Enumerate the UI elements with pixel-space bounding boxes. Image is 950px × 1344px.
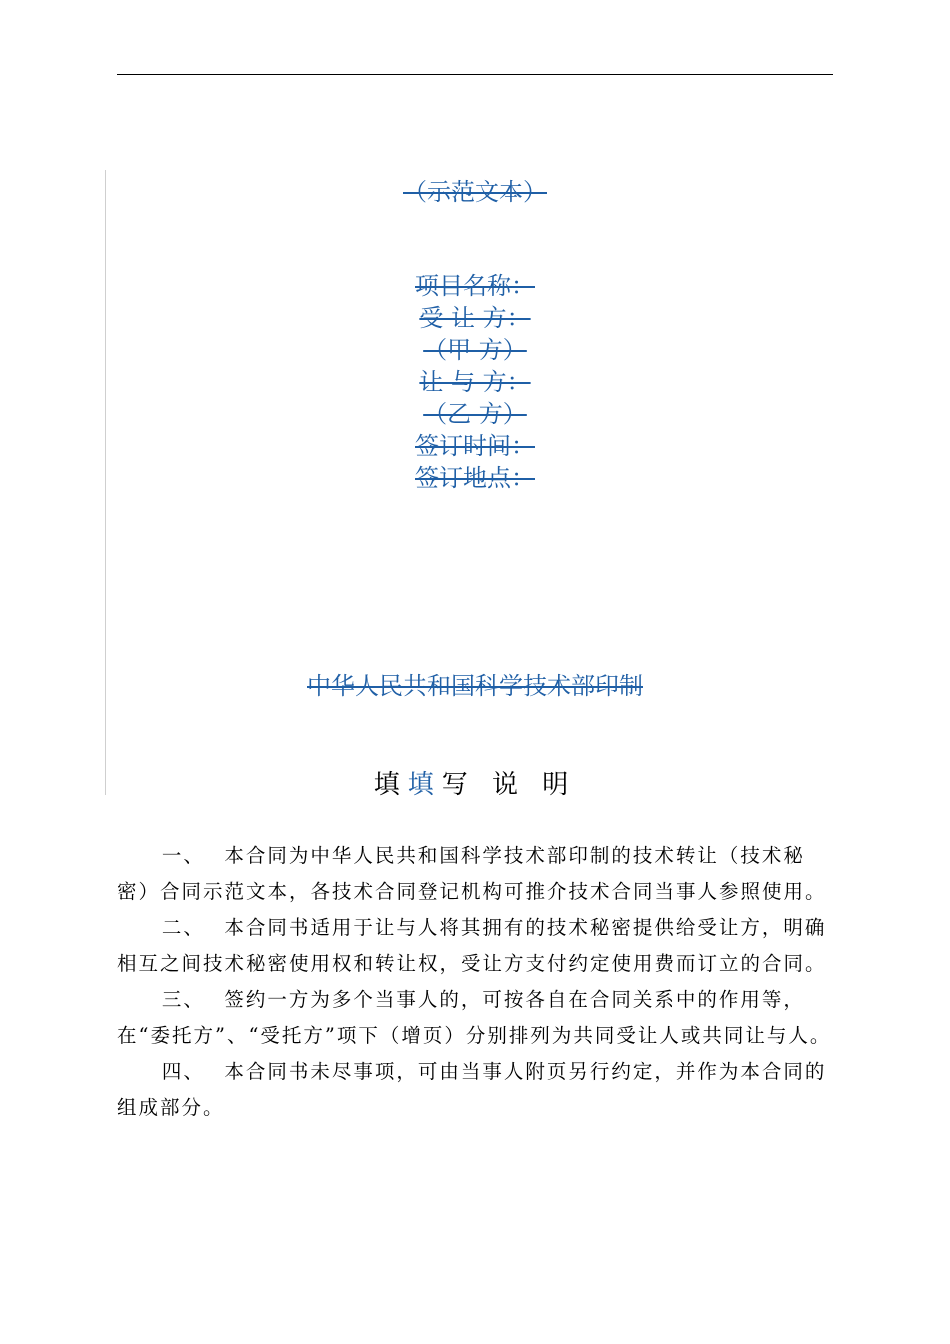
instruction-text: 本合同为中华人民共和国科学技术部印制的技术转让（技术秘密）合同示范文本，各技术合同登记机构可推介技术合同当事人参照使用。 xyxy=(117,844,827,903)
instruction-number: 三、 xyxy=(161,988,205,1011)
instruction-number: 二、 xyxy=(161,916,205,939)
instruction-number: 一、 xyxy=(161,844,205,867)
field-party-a: （甲 方） xyxy=(423,336,527,364)
header-rule xyxy=(117,74,833,75)
cover-subtitle-text: （示范文本） xyxy=(403,178,547,206)
instruction-text: 本合同书未尽事项，可由当事人附页另行约定，并作为本合同的组成部分。 xyxy=(117,1060,827,1119)
instruction-item xyxy=(117,1054,833,1126)
instruction-item xyxy=(117,910,833,982)
instruction-number: 四、 xyxy=(161,1060,205,1083)
instructions-body xyxy=(117,838,833,1126)
field-project-name: 项目名称： xyxy=(415,272,535,300)
heading-rest: 写 说 明 xyxy=(441,770,577,800)
ministry-text: 中华人民共和国科学技术部印制 xyxy=(307,672,643,700)
instruction-item xyxy=(117,838,833,910)
field-transferor: 让 与 方： xyxy=(419,368,531,396)
instruction-text: 签约一方为多个当事人的，可按各自在合同关系中的作用等，在“委托方”、“受托方”项下（增页）分别排列为共同受让人或共同让与人。 xyxy=(117,988,832,1047)
instructions-heading xyxy=(0,764,950,801)
heading-inserted-char: 填 xyxy=(407,770,442,800)
instruction-text: 本合同书适用于让与人将其拥有的技术秘密提供给受让方，明确相互之间技术秘密使用权和转让权，受让方支付约定使用费而订立的合同。 xyxy=(117,916,827,975)
ministry-line xyxy=(0,666,950,701)
cover-fields xyxy=(0,270,950,494)
field-sign-date: 签订时间： xyxy=(415,432,535,460)
field-sign-place: 签订地点： xyxy=(415,464,535,492)
heading-first-char: 填 xyxy=(373,770,408,800)
instruction-item xyxy=(117,982,833,1054)
field-transferee: 受 让 方： xyxy=(419,304,531,332)
field-party-b: （乙 方） xyxy=(423,400,527,428)
cover-subtitle xyxy=(0,172,950,207)
